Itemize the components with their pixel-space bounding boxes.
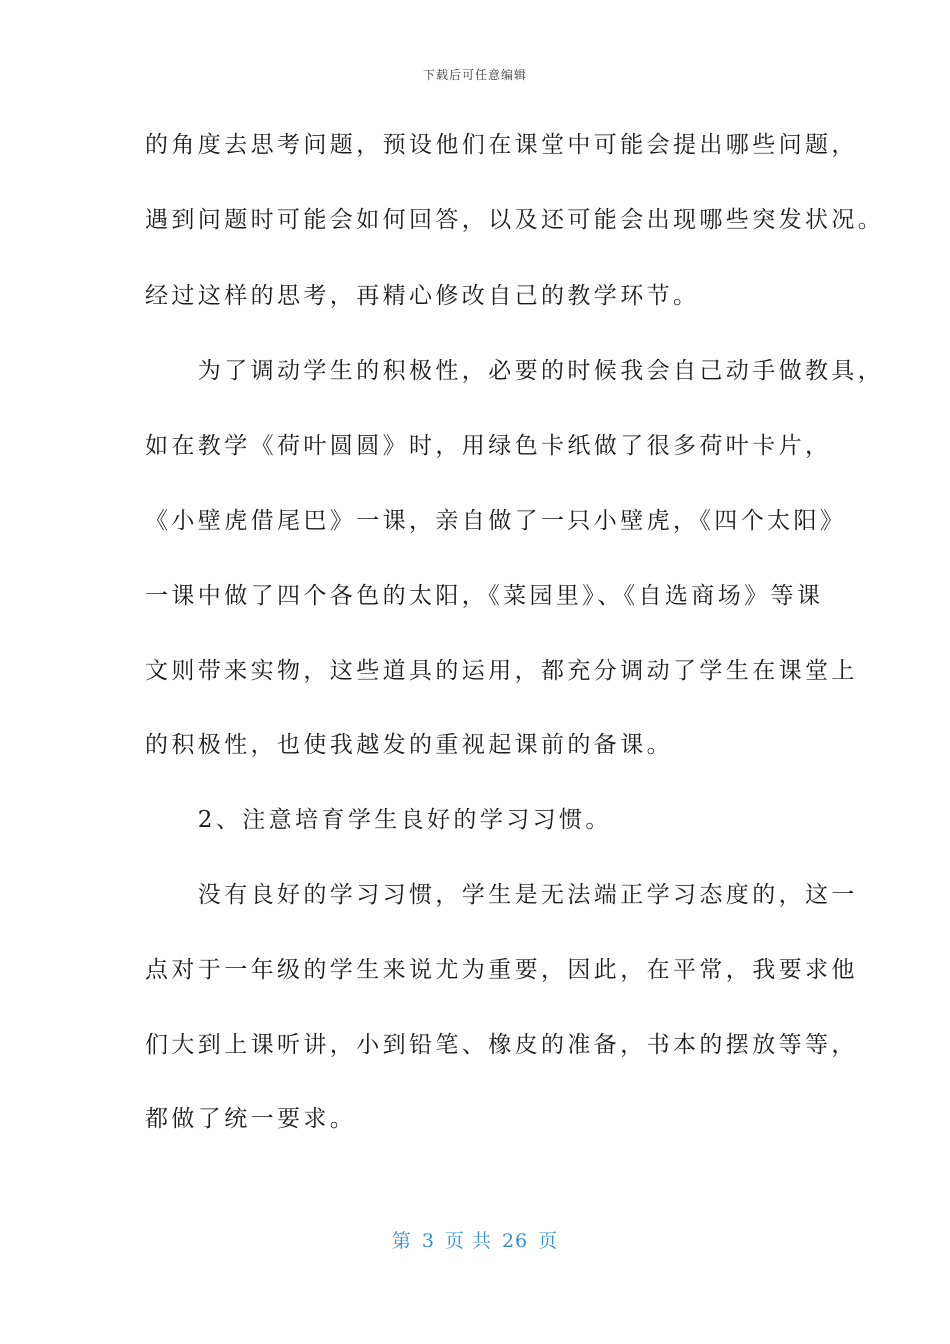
page-footer <box>0 1226 950 1253</box>
footer-prefix: 第 <box>391 1230 412 1252</box>
body-line-14: 都做了统一要求。 <box>145 1106 357 1132</box>
body-line-11: 没有良好的学习习惯，学生是无法端正学习态度的，这一 <box>145 882 858 908</box>
body-line-2: 遇到问题时可能会如何回答，以及还可能会出现哪些突发状况。 <box>145 207 885 233</box>
body-line-7: 一课中做了四个各色的太阳，《菜园里》、《自选商场》等课 <box>145 583 824 609</box>
body-line-3: 经过这样的思考，再精心修改自己的教学环节。 <box>145 283 700 309</box>
body-line-13: 们大到上课听讲，小到铅笔、橡皮的准备，书本的摆放等等， <box>145 1032 858 1058</box>
body-line-8: 文则带来实物，这些道具的运用，都充分调动了学生在课堂上 <box>145 658 858 684</box>
footer-suffix: 页 <box>538 1230 559 1252</box>
footer-current-page: 3 <box>421 1230 435 1252</box>
body-line-10: 2、注意培育学生良好的学习习惯。 <box>145 807 612 833</box>
body-line-4: 为了调动学生的积极性，必要的时候我会自己动手做教具， <box>145 358 885 384</box>
body-line-9: 的积极性，也使我越发的重视起课前的备课。 <box>145 732 673 758</box>
body-line-1: 的角度去思考问题，预设他们在课堂中可能会提出哪些问题， <box>145 132 858 158</box>
page-header: 下载后可任意编辑 <box>422 68 527 82</box>
body-line-6: 《小壁虎借尾巴》一课，亲自做了一只小壁虎，《四个太阳》 <box>145 508 847 534</box>
body-line-5: 如在教学《荷叶圆圆》时，用绿色卡纸做了很多荷叶卡片， <box>145 433 832 459</box>
body-line-12: 点对于一年级的学生来说尤为重要，因此，在平常，我要求他 <box>145 957 858 983</box>
footer-middle: 页 共 <box>444 1230 492 1252</box>
footer-total-pages: 26 <box>501 1230 529 1252</box>
